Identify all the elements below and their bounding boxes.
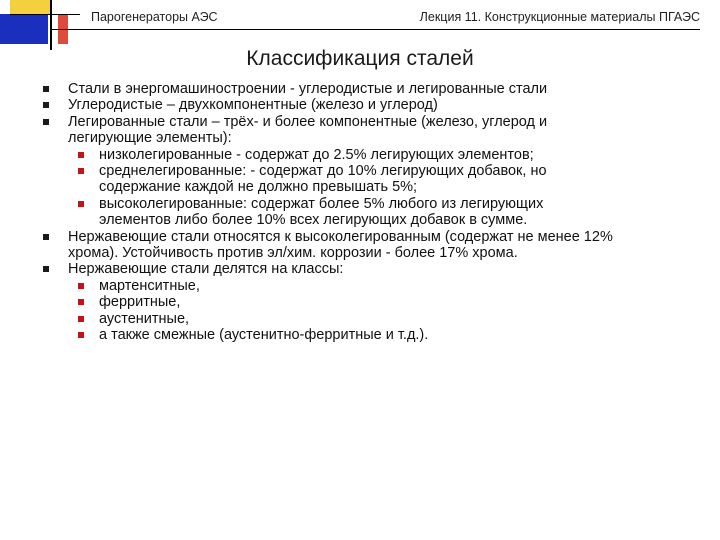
logo-vertical-line [50, 0, 52, 50]
list-item [43, 114, 683, 147]
bullet-square-icon [43, 234, 49, 240]
header-course: Парогенераторы АЭС [91, 10, 218, 24]
list-item-text: Нержавеющие стали делятся на классы: [68, 261, 344, 278]
sub-list-item [43, 163, 683, 196]
logo-blue-square [0, 14, 48, 44]
sub-list-item [43, 311, 683, 327]
list-item [43, 97, 683, 113]
sub-list-item [43, 278, 683, 294]
list-item [43, 261, 683, 277]
list-item-text: хрома). Устойчивость против эл/хим. коррозии - более 17% хрома. [68, 245, 518, 262]
list-item [43, 81, 683, 97]
list-item-text: Углеродистые – двухкомпонентные (железо и углерод) [68, 97, 438, 114]
logo [0, 0, 80, 50]
bullet-square-icon [43, 86, 49, 92]
bullet-square-icon [78, 201, 84, 207]
bullet-square-icon [78, 332, 84, 338]
bullet-square-icon [78, 316, 84, 322]
sub-list-item [43, 327, 683, 343]
list-item-text: содержание каждой не должно превышать 5%; [99, 179, 418, 196]
list-item-text: среднелегированные: - содержат до 10% легирующих добавок, но [99, 163, 547, 180]
list-item-text: низколегированные - содержат до 2.5% легирующих элементов; [99, 146, 534, 163]
slide-title: Классификация сталей [246, 47, 474, 70]
list-item-text: высоколегированные: содержат более 5% любого из легирующих [99, 195, 544, 212]
bullet-square-icon [43, 102, 49, 108]
bullet-square-icon [43, 266, 49, 272]
logo-yellow-square [10, 0, 50, 14]
bullet-square-icon [78, 168, 84, 174]
header-divider [52, 29, 700, 30]
list-item-text: Легированные стали – трёх- и более компонентные (железо, углерод и [68, 113, 548, 130]
bullet-square-icon [78, 152, 84, 158]
bullet-square-icon [78, 299, 84, 305]
sub-list-item [43, 294, 683, 310]
header-lecture: Лекция 11. Конструкционные материалы ПГАЭС [419, 10, 700, 24]
bullet-square-icon [43, 119, 49, 125]
sub-list-item [43, 147, 683, 163]
bullet-list [43, 81, 683, 344]
list-item-text: Стали в энергомашиностроении - углеродистые и легированные стали [68, 81, 548, 97]
list-item-text: аустенитные, [99, 310, 190, 327]
list-item-text: элементов либо более 10% всех легирующих добавок в сумме. [99, 212, 528, 229]
list-item-text: а также смежные (аустенитно-ферритные и т.д.). [99, 327, 429, 344]
list-item-text: мартенситные, [99, 277, 200, 294]
list-item-text: легирующие элементы): [68, 130, 232, 147]
logo-horizontal-line [10, 14, 80, 15]
list-item-text: ферритные, [99, 294, 181, 311]
sub-list-item [43, 196, 683, 229]
bullet-square-icon [78, 283, 84, 289]
list-item [43, 229, 683, 262]
list-item-text: Нержавеющие стали относятся к высоколегированным (содержат не менее 12% [68, 228, 613, 245]
